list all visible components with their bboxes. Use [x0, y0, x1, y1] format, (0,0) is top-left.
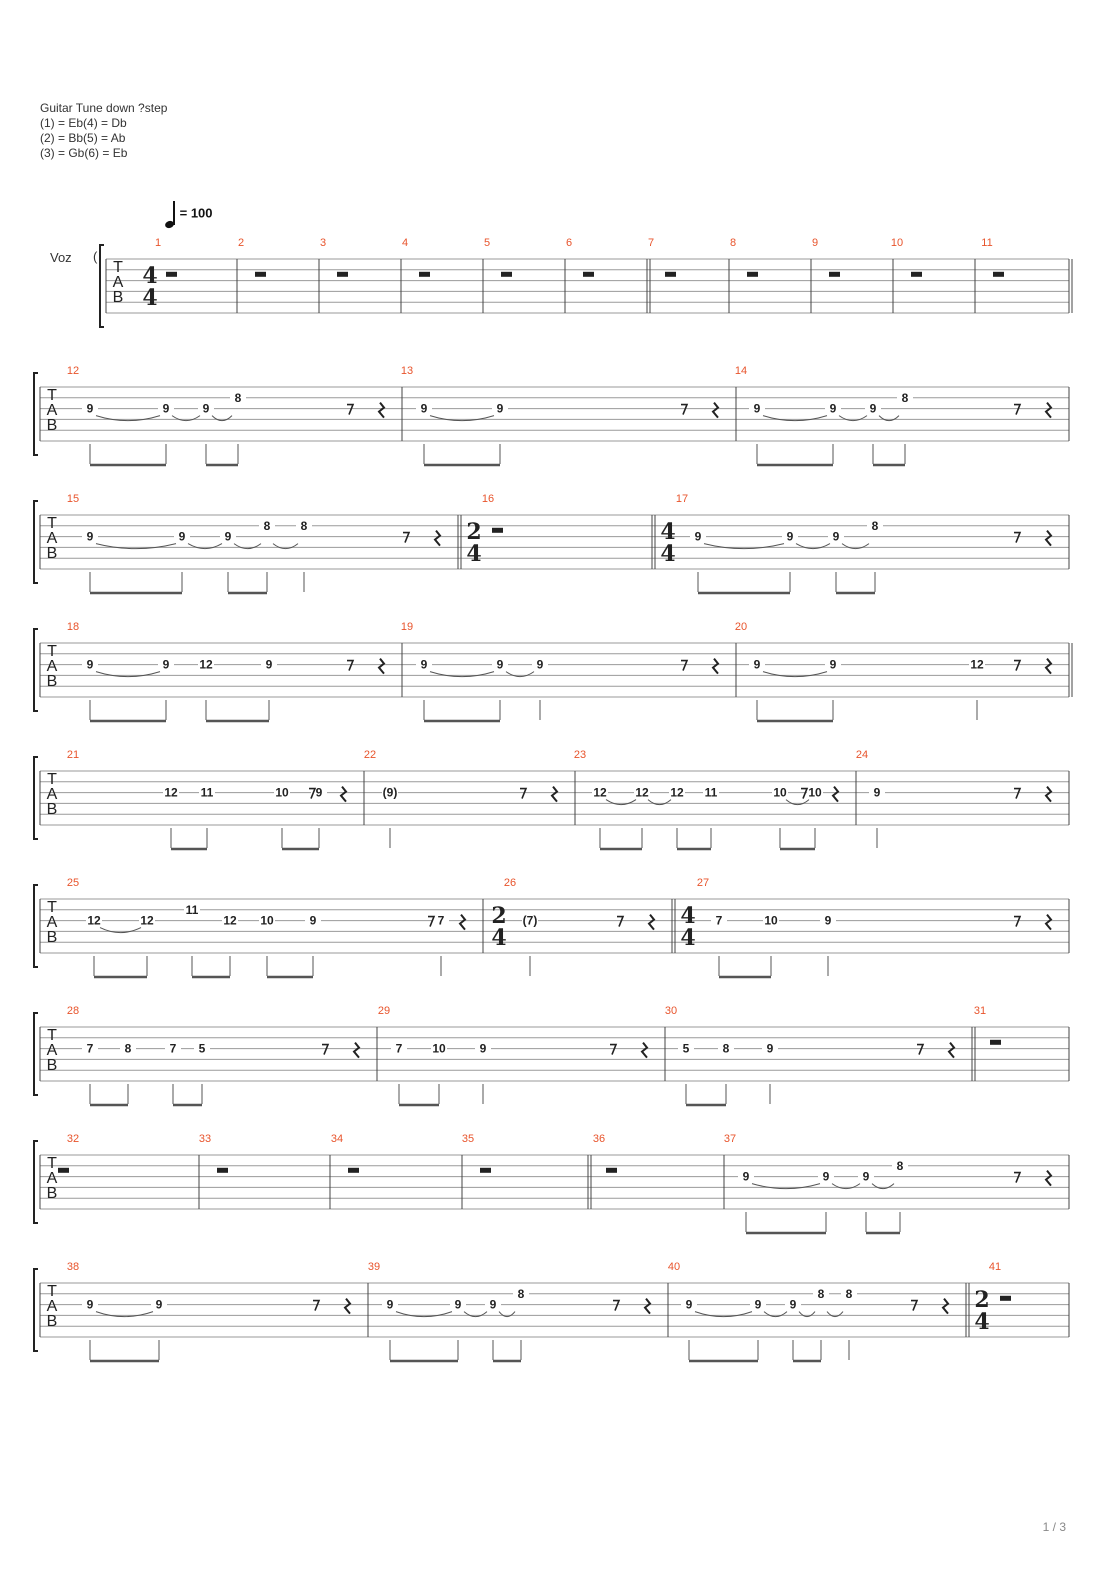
measure-number: 11	[981, 237, 993, 249]
fret-number: 9	[789, 1297, 797, 1312]
measure-number: 36	[592, 1133, 606, 1145]
tuning-line: (1) = Eb(4) = Db	[40, 116, 127, 130]
whole-rest-icon	[337, 272, 348, 277]
measure-notes	[869, 786, 1051, 848]
whole-rest-icon	[606, 1168, 617, 1173]
measure-number: 29	[377, 1005, 391, 1017]
measure-number: 38	[66, 1261, 80, 1273]
fret-number: 9	[873, 785, 881, 800]
tab-clef-letter: T	[47, 515, 57, 532]
quarter-rest-icon	[1046, 659, 1051, 674]
eighth-rest-icon	[1014, 405, 1020, 415]
time-signature-top: 4	[660, 519, 676, 545]
fret-number: 9	[162, 401, 170, 416]
measure-number: 8	[729, 237, 737, 249]
whole-rest-icon	[480, 1168, 491, 1173]
fret-number: 8	[901, 390, 909, 405]
quarter-rest-icon	[642, 1043, 647, 1058]
instrument-label: Voz	[50, 250, 72, 265]
fret-number: 8	[817, 1286, 825, 1301]
whole-rest-icon	[492, 528, 503, 533]
fret-number: 9	[753, 401, 761, 416]
system-bracket	[34, 757, 38, 839]
fret-number: 12	[970, 657, 984, 672]
fret-number: 10	[764, 913, 778, 928]
tab-clef-letter: A	[46, 530, 58, 547]
measure-notes	[391, 1042, 647, 1105]
fret-number: 9	[869, 401, 877, 416]
quarter-rest-icon	[1046, 531, 1051, 546]
fret-number: 9	[829, 401, 837, 416]
tab-clef-letter: A	[112, 274, 124, 291]
fret-number: 9	[178, 529, 186, 544]
fret-number: 9	[86, 401, 94, 416]
measure-notes	[86, 903, 465, 977]
time-signature-bottom: 4	[660, 541, 676, 567]
eighth-rest-icon	[1014, 661, 1020, 671]
fret-number: 9	[86, 529, 94, 544]
measure-number: 16	[481, 493, 495, 505]
quarter-rest-icon	[354, 1043, 359, 1058]
whole-rest-icon	[419, 272, 430, 277]
quarter-rest-icon	[1046, 787, 1051, 802]
measure-number: 18	[66, 621, 80, 633]
fret-number: (9)	[382, 785, 398, 800]
measure-number: 25	[66, 877, 80, 889]
tab-system	[34, 1261, 1069, 1361]
tab-clef-letter: T	[47, 1155, 57, 1172]
fret-number: 9	[202, 401, 210, 416]
measure-number: 31	[973, 1005, 987, 1017]
fret-number: 9	[536, 657, 544, 672]
fret-number: 12	[223, 913, 237, 928]
measure-number: 5	[483, 237, 491, 249]
eighth-rest-icon	[613, 1301, 619, 1311]
quarter-rest-icon	[341, 787, 346, 802]
fret-number: 9	[454, 1297, 462, 1312]
tab-clef-letter: B	[112, 289, 124, 306]
tab-system	[34, 1005, 1069, 1105]
tab-system	[34, 749, 1069, 849]
quarter-rest-icon	[1046, 915, 1051, 930]
measure-number: 34	[330, 1133, 344, 1145]
system-bracket	[34, 629, 38, 711]
time-signature-top: 4	[142, 263, 158, 289]
quarter-rest-icon	[713, 659, 718, 674]
measure-notes	[82, 1298, 350, 1361]
whole-rest-icon	[58, 1168, 69, 1173]
system-bracket	[34, 373, 38, 455]
measure-notes	[82, 519, 440, 593]
quarter-rest-icon	[552, 787, 557, 802]
quarter-rest-icon	[649, 915, 654, 930]
tab-clef-letter: B	[46, 1057, 58, 1074]
fret-number: 9	[694, 529, 702, 544]
measure-notes	[711, 914, 1051, 977]
page-number: 1 / 3	[1042, 1520, 1066, 1534]
fret-number: 7	[437, 913, 445, 928]
measure-notes	[592, 786, 838, 849]
whole-rest-icon	[993, 272, 1004, 277]
fret-number: 9	[753, 657, 761, 672]
fret-number: 8	[871, 518, 879, 533]
tab-clef-letter: A	[46, 1170, 58, 1187]
tab-clef-letter: B	[46, 801, 58, 818]
eighth-rest-icon	[347, 405, 353, 415]
fret-number: 9	[685, 1297, 693, 1312]
time-signature-top: 2	[974, 1287, 990, 1313]
fret-number: 9	[862, 1169, 870, 1184]
whole-rest-icon	[829, 272, 840, 277]
tab-clef-letter: T	[47, 1027, 57, 1044]
fret-number: 9	[742, 1169, 750, 1184]
tempo-value: = 100	[179, 205, 213, 221]
quarter-rest-icon	[379, 659, 384, 674]
eighth-rest-icon	[313, 1301, 319, 1311]
measure-number: 2	[237, 237, 245, 249]
fret-number: 9	[86, 657, 94, 672]
fret-number: 9	[824, 913, 832, 928]
fret-number: 5	[198, 1041, 206, 1056]
measure-notes	[522, 914, 654, 976]
measure-number: 40	[667, 1261, 681, 1273]
eighth-rest-icon	[617, 917, 623, 927]
whole-rest-icon	[747, 272, 758, 277]
fret-number: 9	[309, 913, 317, 928]
measure-number: 6	[565, 237, 573, 249]
eighth-rest-icon	[403, 533, 409, 543]
tab-clef-letter: T	[47, 899, 57, 916]
quarter-rest-icon	[1046, 1171, 1051, 1186]
whole-rest-icon	[501, 272, 512, 277]
fret-number: 9	[86, 1297, 94, 1312]
quarter-rest-icon	[943, 1299, 948, 1314]
whole-rest-icon	[583, 272, 594, 277]
fret-number: 9	[315, 785, 323, 800]
measure-number: 1	[154, 237, 162, 249]
fret-number: 8	[263, 518, 271, 533]
measure-number: 10	[890, 237, 904, 249]
fret-number: 9	[766, 1041, 774, 1056]
fret-number: 8	[234, 390, 242, 405]
tab-clef-letter: A	[46, 658, 58, 675]
tab-system	[34, 877, 1069, 977]
fret-number: 12	[199, 657, 213, 672]
whole-rest-icon	[990, 1040, 1001, 1045]
time-signature-top: 4	[680, 903, 696, 929]
whole-rest-icon	[166, 272, 177, 277]
eighth-rest-icon	[347, 661, 353, 671]
system-bracket	[100, 245, 104, 327]
measure-number: 41	[988, 1261, 1002, 1273]
tab-clef-letter: A	[46, 1042, 58, 1059]
fret-number: 9	[832, 529, 840, 544]
system-bracket	[34, 1141, 38, 1223]
measure-number: 12	[66, 365, 80, 377]
tuning-line: (2) = Bb(5) = Ab	[40, 131, 126, 145]
instrument-paren: (	[93, 249, 98, 264]
quarter-rest-icon	[645, 1299, 650, 1314]
eighth-rest-icon	[681, 405, 687, 415]
measure-number: 20	[734, 621, 748, 633]
fret-number: 7	[86, 1041, 94, 1056]
tuning-line: Guitar Tune down ?step	[40, 101, 168, 115]
measure-notes	[82, 658, 384, 721]
eighth-rest-icon	[322, 1045, 328, 1055]
fret-number: 8	[517, 1286, 525, 1301]
measure-number: 7	[647, 237, 655, 249]
fret-number: 10	[808, 785, 822, 800]
fret-number: (7)	[522, 913, 538, 928]
quarter-rest-icon	[949, 1043, 954, 1058]
tab-system	[34, 1133, 1069, 1233]
fret-number: 12	[164, 785, 178, 800]
tab-clef-letter: B	[46, 1185, 58, 1202]
time-signature-bottom: 4	[142, 285, 158, 311]
fret-number: 9	[754, 1297, 762, 1312]
eighth-rest-icon	[1014, 789, 1020, 799]
eighth-rest-icon	[801, 789, 807, 799]
measure-notes	[749, 391, 1051, 465]
measure-number: 35	[461, 1133, 475, 1145]
system-bracket	[34, 1269, 38, 1351]
eighth-rest-icon	[911, 1301, 917, 1311]
measure-notes	[416, 402, 718, 465]
whole-rest-icon	[255, 272, 266, 277]
tab-clef-letter: B	[46, 545, 58, 562]
measure-number: 24	[855, 749, 869, 761]
measure-number: 3	[319, 237, 327, 249]
time-signature-bottom: 4	[491, 925, 507, 951]
tab-clef-letter: B	[46, 417, 58, 434]
tab-clef-letter: A	[46, 786, 58, 803]
fret-number: 10	[432, 1041, 446, 1056]
quarter-rest-icon	[460, 915, 465, 930]
measure-number: 37	[723, 1133, 737, 1145]
measure-number: 27	[696, 877, 710, 889]
fret-number: 9	[496, 657, 504, 672]
quarter-rest-icon	[435, 531, 440, 546]
fret-number: 9	[155, 1297, 163, 1312]
tab-clef-letter: B	[46, 929, 58, 946]
measure-notes	[382, 786, 557, 848]
measure-number: 23	[573, 749, 587, 761]
tab-clef-letter: B	[46, 673, 58, 690]
tab-clef-letter: A	[46, 914, 58, 931]
tab-clef-letter: A	[46, 1298, 58, 1315]
measure-number: 15	[66, 493, 80, 505]
fret-number: 12	[670, 785, 684, 800]
eighth-rest-icon	[917, 1045, 923, 1055]
fret-number: 9	[386, 1297, 394, 1312]
fret-number: 9	[496, 401, 504, 416]
fret-number: 12	[140, 913, 154, 928]
tab-clef-letter: A	[46, 402, 58, 419]
measure-number: 22	[363, 749, 377, 761]
time-signature-top: 2	[466, 519, 482, 545]
measure-number: 32	[66, 1133, 80, 1145]
tab-clef-letter: T	[47, 387, 57, 404]
fret-number: 9	[420, 401, 428, 416]
tab-clef-letter: B	[46, 1313, 58, 1330]
tab-system	[34, 493, 1069, 593]
time-signature-top: 2	[491, 903, 507, 929]
measure-number: 4	[401, 237, 409, 249]
fret-number: 9	[829, 657, 837, 672]
measure-number: 21	[66, 749, 80, 761]
fret-number: 8	[124, 1041, 132, 1056]
tab-system	[34, 365, 1069, 465]
quarter-rest-icon	[713, 403, 718, 418]
eighth-rest-icon	[520, 789, 526, 799]
fret-number: 9	[162, 657, 170, 672]
fret-number: 12	[593, 785, 607, 800]
fret-number: 11	[200, 785, 214, 800]
system-bracket	[34, 885, 38, 967]
fret-number: 8	[722, 1041, 730, 1056]
fret-number: 11	[185, 902, 199, 917]
measure-number: 17	[675, 493, 689, 505]
whole-rest-icon	[217, 1168, 228, 1173]
system-bracket	[34, 1013, 38, 1095]
fret-number: 5	[682, 1041, 690, 1056]
quarter-rest-icon	[1046, 403, 1051, 418]
fret-number: 9	[420, 657, 428, 672]
tab-system	[34, 621, 1072, 721]
measure-number: 26	[503, 877, 517, 889]
measure-number: 14	[734, 365, 748, 377]
fret-number: 11	[704, 785, 718, 800]
measure-number: 13	[400, 365, 414, 377]
fret-number: 7	[395, 1041, 403, 1056]
tab-clef-letter: T	[47, 1283, 57, 1300]
fret-number: 7	[715, 913, 723, 928]
whole-rest-icon	[911, 272, 922, 277]
whole-rest-icon	[348, 1168, 359, 1173]
quarter-rest-icon	[379, 403, 384, 418]
eighth-rest-icon	[1014, 1173, 1020, 1183]
eighth-rest-icon	[1014, 533, 1020, 543]
measure-notes	[82, 1042, 359, 1105]
fret-number: 9	[265, 657, 273, 672]
fret-number: 8	[845, 1286, 853, 1301]
measure-notes	[416, 658, 718, 721]
tab-system	[100, 237, 1072, 327]
measure-number: 9	[811, 237, 819, 249]
time-signature-bottom: 4	[680, 925, 696, 951]
eighth-rest-icon	[681, 661, 687, 671]
measure-number: 30	[664, 1005, 678, 1017]
measure-notes	[690, 519, 1051, 593]
measure-notes	[681, 1287, 948, 1361]
fret-number: 8	[300, 518, 308, 533]
quarter-rest-icon	[345, 1299, 350, 1314]
fret-number: 8	[896, 1158, 904, 1173]
measure-notes	[163, 786, 346, 849]
fret-number: 12	[635, 785, 649, 800]
measure-notes	[738, 1159, 1051, 1233]
fret-number: 9	[479, 1041, 487, 1056]
whole-rest-icon	[1000, 1296, 1011, 1301]
fret-number: 7	[169, 1041, 177, 1056]
tab-clef-letter: T	[47, 643, 57, 660]
time-signature-bottom: 4	[466, 541, 482, 567]
measure-number: 19	[400, 621, 414, 633]
tuning-line: (3) = Gb(6) = Eb	[40, 146, 128, 160]
measure-number: 33	[198, 1133, 212, 1145]
fret-number: 10	[275, 785, 289, 800]
tab-clef-letter: T	[113, 259, 123, 276]
tab-clef-letter: T	[47, 771, 57, 788]
system-bracket	[34, 501, 38, 583]
fret-number: 9	[822, 1169, 830, 1184]
fret-number: 9	[489, 1297, 497, 1312]
quarter-rest-icon	[833, 787, 838, 802]
measure-notes	[382, 1287, 650, 1361]
fret-number: 10	[260, 913, 274, 928]
fret-number: 9	[786, 529, 794, 544]
fret-number: 12	[87, 913, 101, 928]
whole-rest-icon	[665, 272, 676, 277]
fret-number: 9	[224, 529, 232, 544]
measure-number: 39	[367, 1261, 381, 1273]
time-signature-bottom: 4	[974, 1309, 990, 1335]
measure-notes	[82, 391, 384, 465]
measure-number: 28	[66, 1005, 80, 1017]
eighth-rest-icon	[610, 1045, 616, 1055]
measure-notes	[749, 658, 1051, 721]
fret-number: 10	[773, 785, 787, 800]
eighth-rest-icon	[1014, 917, 1020, 927]
measure-notes	[678, 1042, 954, 1105]
